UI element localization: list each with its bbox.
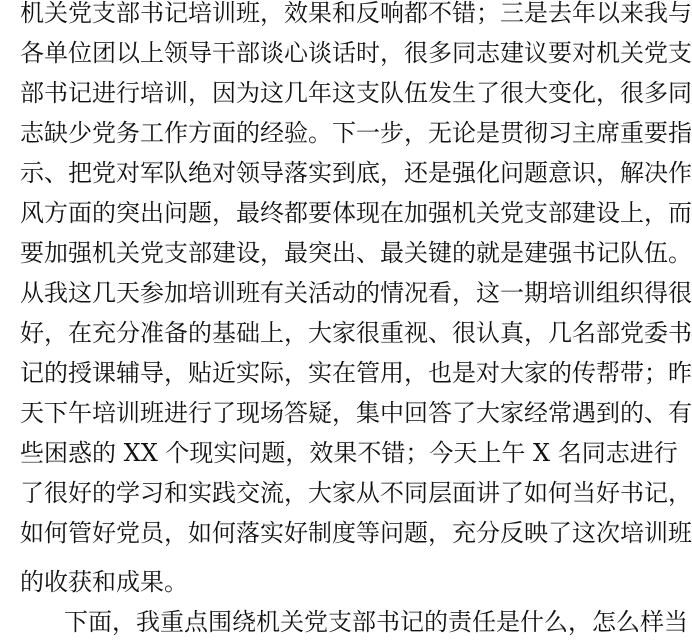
text-line-14: 如何管好党员，如何落实好制度等问题，充分反映了这次培训班 [20, 519, 692, 547]
text-line-1: 机关党支部书记培训班，效果和反响都不错；三是去年以来我与 [20, 0, 692, 27]
text-line-9: 好，在充分准备的基础上，大家很重视、很认真，几名部党委书 [20, 319, 692, 347]
text-line-4: 志缺少党务工作方面的经验。下一步，无论是贯彻习主席重要指 [20, 119, 692, 147]
text-line-16: 下面，我重点围绕机关党支部书记的责任是什么，怎么样当 [64, 608, 688, 636]
text-line-2: 各单位团以上领导干部谈心谈话时，很多同志建议要对机关党支 [20, 39, 692, 67]
text-line-15: 的收获和成果。 [20, 568, 188, 596]
text-line-8: 从我这几天参加培训班有关活动的情况看，这一期培训组织得很 [20, 279, 692, 307]
text-line-12: 些困惑的 XX 个现实问题，效果不错；今天上午 X 名同志进行 [20, 439, 678, 467]
text-line-10: 记的授课辅导，贴近实际，实在管用，也是对大家的传帮带；昨 [20, 359, 692, 387]
text-line-13: 了很好的学习和实践交流，大家从不同层面讲了如何当好书记， [20, 479, 692, 507]
text-line-6: 风方面的突出问题，最终都要体现在加强机关党支部建设上，而 [20, 199, 692, 227]
text-line-7: 要加强机关党支部建设，最突出、最关键的就是建强书记队伍。 [20, 239, 692, 267]
text-line-3: 部书记进行培训，因为这几年这支队伍发生了很大变化，很多同 [20, 79, 692, 107]
text-line-11: 天下午培训班进行了现场答疑，集中回答了大家经常遇到的、有 [20, 399, 692, 427]
text-line-5: 示、把党对军队绝对领导落实到底，还是强化问题意识，解决作 [20, 159, 692, 187]
